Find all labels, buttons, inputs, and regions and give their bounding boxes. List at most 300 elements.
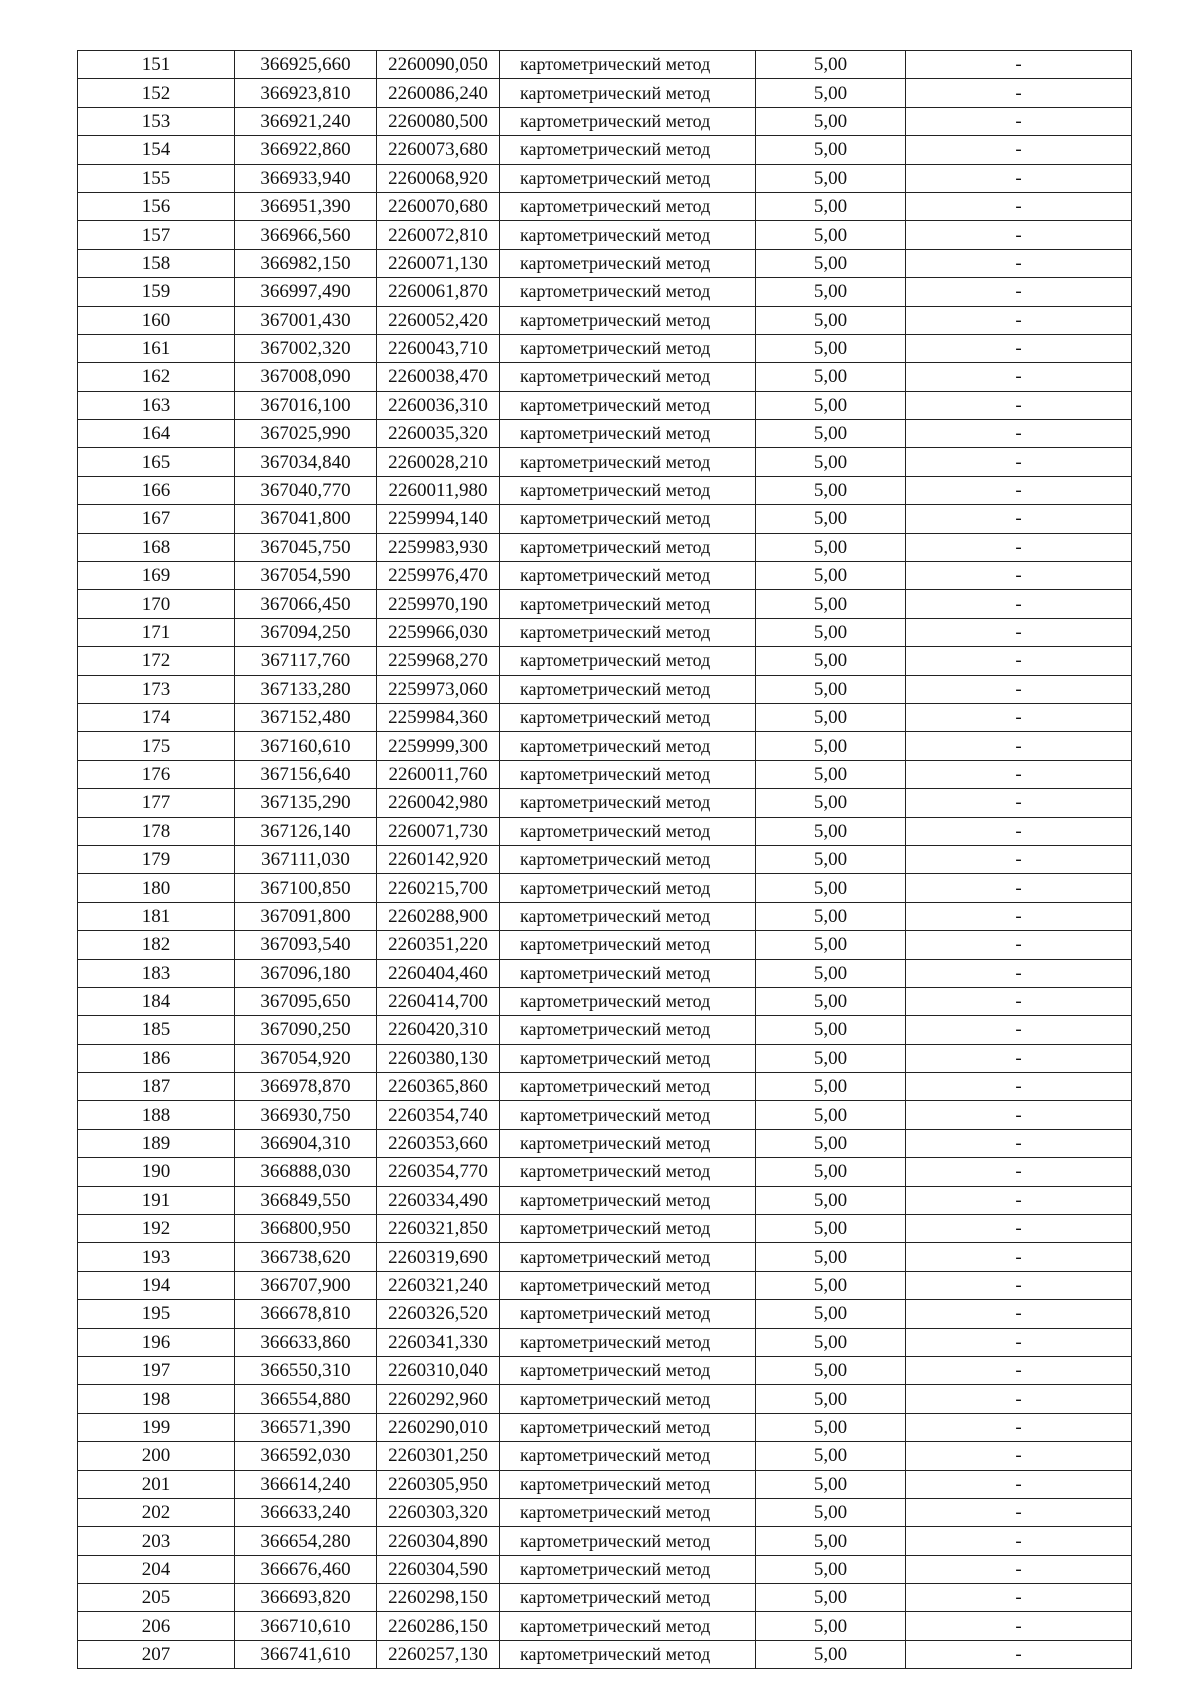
accuracy-cell: 5,00 (756, 1016, 906, 1044)
method-cell: картометрический метод (500, 1158, 756, 1186)
method-cell: картометрический метод (500, 987, 756, 1015)
x-coordinate-cell: 367156,640 (235, 760, 377, 788)
y-coordinate-cell: 2260071,130 (377, 249, 500, 277)
point-number-cell: 155 (78, 164, 235, 192)
y-coordinate-cell: 2260080,500 (377, 107, 500, 135)
point-number-cell: 154 (78, 136, 235, 164)
x-coordinate-cell: 367066,450 (235, 590, 377, 618)
y-coordinate-cell: 2260334,490 (377, 1186, 500, 1214)
method-cell: картометрический метод (500, 164, 756, 192)
x-coordinate-cell: 367135,290 (235, 789, 377, 817)
point-number-cell: 187 (78, 1073, 235, 1101)
accuracy-cell: 5,00 (756, 1413, 906, 1441)
x-coordinate-cell: 366707,900 (235, 1271, 377, 1299)
table-row (78, 1300, 1132, 1328)
note-cell: - (906, 192, 1132, 220)
point-number-cell: 170 (78, 590, 235, 618)
accuracy-cell: 5,00 (756, 1300, 906, 1328)
y-coordinate-cell: 2259966,030 (377, 618, 500, 646)
method-cell: картометрический метод (500, 1328, 756, 1356)
note-cell: - (906, 874, 1132, 902)
table-row (78, 1101, 1132, 1129)
table-row (78, 306, 1132, 334)
point-number-cell: 199 (78, 1413, 235, 1441)
table-row (78, 590, 1132, 618)
x-coordinate-cell: 366951,390 (235, 192, 377, 220)
point-number-cell: 202 (78, 1498, 235, 1526)
table-row (78, 448, 1132, 476)
y-coordinate-cell: 2260304,590 (377, 1555, 500, 1583)
x-coordinate-cell: 367040,770 (235, 476, 377, 504)
y-coordinate-cell: 2260354,770 (377, 1158, 500, 1186)
x-coordinate-cell: 367016,100 (235, 391, 377, 419)
y-coordinate-cell: 2259994,140 (377, 505, 500, 533)
coordinates-table-body (78, 51, 1132, 1669)
accuracy-cell: 5,00 (756, 306, 906, 334)
accuracy-cell: 5,00 (756, 363, 906, 391)
method-cell: картометрический метод (500, 703, 756, 731)
x-coordinate-cell: 366930,750 (235, 1101, 377, 1129)
accuracy-cell: 5,00 (756, 647, 906, 675)
table-row (78, 1356, 1132, 1384)
point-number-cell: 197 (78, 1356, 235, 1384)
point-number-cell: 183 (78, 959, 235, 987)
point-number-cell: 158 (78, 249, 235, 277)
method-cell: картометрический метод (500, 420, 756, 448)
note-cell: - (906, 760, 1132, 788)
note-cell: - (906, 1101, 1132, 1129)
note-cell: - (906, 505, 1132, 533)
y-coordinate-cell: 2260341,330 (377, 1328, 500, 1356)
point-number-cell: 176 (78, 760, 235, 788)
method-cell: картометрический метод (500, 334, 756, 362)
note-cell: - (906, 1215, 1132, 1243)
accuracy-cell: 5,00 (756, 760, 906, 788)
note-cell: - (906, 363, 1132, 391)
note-cell: - (906, 1413, 1132, 1441)
method-cell: картометрический метод (500, 1470, 756, 1498)
accuracy-cell: 5,00 (756, 192, 906, 220)
table-row (78, 675, 1132, 703)
note-cell: - (906, 732, 1132, 760)
point-number-cell: 206 (78, 1612, 235, 1640)
note-cell: - (906, 1470, 1132, 1498)
accuracy-cell: 5,00 (756, 789, 906, 817)
accuracy-cell: 5,00 (756, 1271, 906, 1299)
method-cell: картометрический метод (500, 505, 756, 533)
note-cell: - (906, 448, 1132, 476)
accuracy-cell: 5,00 (756, 1044, 906, 1072)
note-cell: - (906, 1186, 1132, 1214)
table-row (78, 1413, 1132, 1441)
x-coordinate-cell: 367054,590 (235, 562, 377, 590)
note-cell: - (906, 1385, 1132, 1413)
y-coordinate-cell: 2260304,890 (377, 1527, 500, 1555)
x-coordinate-cell: 366978,870 (235, 1073, 377, 1101)
accuracy-cell: 5,00 (756, 618, 906, 646)
method-cell: картометрический метод (500, 959, 756, 987)
point-number-cell: 189 (78, 1129, 235, 1157)
y-coordinate-cell: 2259976,470 (377, 562, 500, 590)
accuracy-cell: 5,00 (756, 1186, 906, 1214)
x-coordinate-cell: 366592,030 (235, 1442, 377, 1470)
method-cell: картометрический метод (500, 1186, 756, 1214)
table-row (78, 618, 1132, 646)
note-cell: - (906, 420, 1132, 448)
x-coordinate-cell: 366738,620 (235, 1243, 377, 1271)
table-row (78, 1158, 1132, 1186)
x-coordinate-cell: 367096,180 (235, 959, 377, 987)
x-coordinate-cell: 367002,320 (235, 334, 377, 362)
accuracy-cell: 5,00 (756, 1612, 906, 1640)
note-cell: - (906, 987, 1132, 1015)
method-cell: картометрический метод (500, 1442, 756, 1470)
y-coordinate-cell: 2260043,710 (377, 334, 500, 362)
y-coordinate-cell: 2260303,320 (377, 1498, 500, 1526)
accuracy-cell: 5,00 (756, 221, 906, 249)
y-coordinate-cell: 2260365,860 (377, 1073, 500, 1101)
note-cell: - (906, 221, 1132, 249)
method-cell: картометрический метод (500, 51, 756, 79)
table-row (78, 1271, 1132, 1299)
method-cell: картометрический метод (500, 647, 756, 675)
x-coordinate-cell: 367160,610 (235, 732, 377, 760)
note-cell: - (906, 959, 1132, 987)
note-cell: - (906, 391, 1132, 419)
accuracy-cell: 5,00 (756, 1328, 906, 1356)
accuracy-cell: 5,00 (756, 562, 906, 590)
table-row (78, 107, 1132, 135)
table-row (78, 1385, 1132, 1413)
point-number-cell: 160 (78, 306, 235, 334)
accuracy-cell: 5,00 (756, 164, 906, 192)
method-cell: картометрический метод (500, 249, 756, 277)
coordinates-table (77, 50, 1132, 1669)
method-cell: картометрический метод (500, 618, 756, 646)
note-cell: - (906, 703, 1132, 731)
method-cell: картометрический метод (500, 79, 756, 107)
accuracy-cell: 5,00 (756, 1073, 906, 1101)
note-cell: - (906, 675, 1132, 703)
method-cell: картометрический метод (500, 1612, 756, 1640)
accuracy-cell: 5,00 (756, 334, 906, 362)
x-coordinate-cell: 366925,660 (235, 51, 377, 79)
x-coordinate-cell: 366741,610 (235, 1640, 377, 1668)
x-coordinate-cell: 367111,030 (235, 845, 377, 873)
x-coordinate-cell: 366614,240 (235, 1470, 377, 1498)
point-number-cell: 195 (78, 1300, 235, 1328)
table-row (78, 817, 1132, 845)
y-coordinate-cell: 2260353,660 (377, 1129, 500, 1157)
accuracy-cell: 5,00 (756, 1129, 906, 1157)
x-coordinate-cell: 367094,250 (235, 618, 377, 646)
y-coordinate-cell: 2260035,320 (377, 420, 500, 448)
accuracy-cell: 5,00 (756, 902, 906, 930)
note-cell: - (906, 590, 1132, 618)
x-coordinate-cell: 367117,760 (235, 647, 377, 675)
method-cell: картометрический метод (500, 817, 756, 845)
y-coordinate-cell: 2260354,740 (377, 1101, 500, 1129)
point-number-cell: 204 (78, 1555, 235, 1583)
point-number-cell: 156 (78, 192, 235, 220)
accuracy-cell: 5,00 (756, 1215, 906, 1243)
method-cell: картометрический метод (500, 1555, 756, 1583)
accuracy-cell: 5,00 (756, 1555, 906, 1583)
y-coordinate-cell: 2259973,060 (377, 675, 500, 703)
accuracy-cell: 5,00 (756, 391, 906, 419)
table-row (78, 1186, 1132, 1214)
y-coordinate-cell: 2260142,920 (377, 845, 500, 873)
y-coordinate-cell: 2260326,520 (377, 1300, 500, 1328)
x-coordinate-cell: 367133,280 (235, 675, 377, 703)
x-coordinate-cell: 366800,950 (235, 1215, 377, 1243)
accuracy-cell: 5,00 (756, 249, 906, 277)
table-row (78, 1328, 1132, 1356)
note-cell: - (906, 817, 1132, 845)
method-cell: картометрический метод (500, 874, 756, 902)
x-coordinate-cell: 367095,650 (235, 987, 377, 1015)
method-cell: картометрический метод (500, 789, 756, 817)
table-row (78, 1129, 1132, 1157)
point-number-cell: 163 (78, 391, 235, 419)
note-cell: - (906, 136, 1132, 164)
point-number-cell: 194 (78, 1271, 235, 1299)
point-number-cell: 190 (78, 1158, 235, 1186)
y-coordinate-cell: 2260310,040 (377, 1356, 500, 1384)
y-coordinate-cell: 2260090,050 (377, 51, 500, 79)
y-coordinate-cell: 2259970,190 (377, 590, 500, 618)
x-coordinate-cell: 366966,560 (235, 221, 377, 249)
table-row (78, 278, 1132, 306)
point-number-cell: 179 (78, 845, 235, 873)
y-coordinate-cell: 2260288,900 (377, 902, 500, 930)
accuracy-cell: 5,00 (756, 845, 906, 873)
accuracy-cell: 5,00 (756, 1356, 906, 1384)
table-row (78, 1584, 1132, 1612)
x-coordinate-cell: 366710,610 (235, 1612, 377, 1640)
note-cell: - (906, 533, 1132, 561)
table-row (78, 1555, 1132, 1583)
x-coordinate-cell: 366550,310 (235, 1356, 377, 1384)
x-coordinate-cell: 367090,250 (235, 1016, 377, 1044)
x-coordinate-cell: 367126,140 (235, 817, 377, 845)
y-coordinate-cell: 2260257,130 (377, 1640, 500, 1668)
note-cell: - (906, 618, 1132, 646)
note-cell: - (906, 1328, 1132, 1356)
note-cell: - (906, 1300, 1132, 1328)
method-cell: картометрический метод (500, 1385, 756, 1413)
table-row (78, 845, 1132, 873)
accuracy-cell: 5,00 (756, 987, 906, 1015)
y-coordinate-cell: 2260011,980 (377, 476, 500, 504)
accuracy-cell: 5,00 (756, 1101, 906, 1129)
x-coordinate-cell: 366904,310 (235, 1129, 377, 1157)
note-cell: - (906, 306, 1132, 334)
point-number-cell: 193 (78, 1243, 235, 1271)
table-row (78, 1243, 1132, 1271)
point-number-cell: 168 (78, 533, 235, 561)
note-cell: - (906, 647, 1132, 675)
accuracy-cell: 5,00 (756, 448, 906, 476)
accuracy-cell: 5,00 (756, 136, 906, 164)
note-cell: - (906, 1243, 1132, 1271)
point-number-cell: 178 (78, 817, 235, 845)
point-number-cell: 185 (78, 1016, 235, 1044)
table-row (78, 1044, 1132, 1072)
table-row (78, 959, 1132, 987)
note-cell: - (906, 164, 1132, 192)
note-cell: - (906, 1527, 1132, 1555)
point-number-cell: 177 (78, 789, 235, 817)
method-cell: картометрический метод (500, 1584, 756, 1612)
y-coordinate-cell: 2260298,150 (377, 1584, 500, 1612)
y-coordinate-cell: 2260028,210 (377, 448, 500, 476)
point-number-cell: 198 (78, 1385, 235, 1413)
table-row (78, 647, 1132, 675)
table-row (78, 51, 1132, 79)
accuracy-cell: 5,00 (756, 675, 906, 703)
point-number-cell: 165 (78, 448, 235, 476)
table-row (78, 902, 1132, 930)
x-coordinate-cell: 366633,240 (235, 1498, 377, 1526)
table-row (78, 363, 1132, 391)
point-number-cell: 172 (78, 647, 235, 675)
method-cell: картометрический метод (500, 931, 756, 959)
x-coordinate-cell: 366571,390 (235, 1413, 377, 1441)
accuracy-cell: 5,00 (756, 703, 906, 731)
table-row (78, 420, 1132, 448)
accuracy-cell: 5,00 (756, 51, 906, 79)
note-cell: - (906, 1129, 1132, 1157)
x-coordinate-cell: 367008,090 (235, 363, 377, 391)
x-coordinate-cell: 366997,490 (235, 278, 377, 306)
point-number-cell: 182 (78, 931, 235, 959)
point-number-cell: 152 (78, 79, 235, 107)
x-coordinate-cell: 367041,800 (235, 505, 377, 533)
accuracy-cell: 5,00 (756, 1527, 906, 1555)
note-cell: - (906, 902, 1132, 930)
note-cell: - (906, 1016, 1132, 1044)
method-cell: картометрический метод (500, 1101, 756, 1129)
point-number-cell: 175 (78, 732, 235, 760)
accuracy-cell: 5,00 (756, 1584, 906, 1612)
table-row (78, 1442, 1132, 1470)
accuracy-cell: 5,00 (756, 931, 906, 959)
accuracy-cell: 5,00 (756, 278, 906, 306)
method-cell: картометрический метод (500, 136, 756, 164)
method-cell: картометрический метод (500, 1215, 756, 1243)
note-cell: - (906, 1356, 1132, 1384)
point-number-cell: 186 (78, 1044, 235, 1072)
table-row (78, 1612, 1132, 1640)
x-coordinate-cell: 366933,940 (235, 164, 377, 192)
y-coordinate-cell: 2260071,730 (377, 817, 500, 845)
note-cell: - (906, 562, 1132, 590)
note-cell: - (906, 1442, 1132, 1470)
y-coordinate-cell: 2259999,300 (377, 732, 500, 760)
table-row (78, 1498, 1132, 1526)
table-row (78, 476, 1132, 504)
table-row (78, 136, 1132, 164)
x-coordinate-cell: 366849,550 (235, 1186, 377, 1214)
x-coordinate-cell: 367034,840 (235, 448, 377, 476)
y-coordinate-cell: 2260305,950 (377, 1470, 500, 1498)
method-cell: картометрический метод (500, 1640, 756, 1668)
point-number-cell: 171 (78, 618, 235, 646)
note-cell: - (906, 1555, 1132, 1583)
y-coordinate-cell: 2260321,850 (377, 1215, 500, 1243)
y-coordinate-cell: 2260301,250 (377, 1442, 500, 1470)
y-coordinate-cell: 2260086,240 (377, 79, 500, 107)
x-coordinate-cell: 367001,430 (235, 306, 377, 334)
x-coordinate-cell: 367054,920 (235, 1044, 377, 1072)
table-row (78, 703, 1132, 731)
y-coordinate-cell: 2260011,760 (377, 760, 500, 788)
accuracy-cell: 5,00 (756, 1442, 906, 1470)
note-cell: - (906, 931, 1132, 959)
x-coordinate-cell: 366922,860 (235, 136, 377, 164)
method-cell: картометрический метод (500, 1527, 756, 1555)
point-number-cell: 161 (78, 334, 235, 362)
point-number-cell: 167 (78, 505, 235, 533)
x-coordinate-cell: 367100,850 (235, 874, 377, 902)
table-row (78, 874, 1132, 902)
accuracy-cell: 5,00 (756, 476, 906, 504)
method-cell: картометрический метод (500, 1356, 756, 1384)
method-cell: картометрический метод (500, 306, 756, 334)
note-cell: - (906, 1612, 1132, 1640)
point-number-cell: 181 (78, 902, 235, 930)
table-row (78, 164, 1132, 192)
accuracy-cell: 5,00 (756, 420, 906, 448)
y-coordinate-cell: 2259968,270 (377, 647, 500, 675)
table-row (78, 562, 1132, 590)
method-cell: картометрический метод (500, 363, 756, 391)
point-number-cell: 191 (78, 1186, 235, 1214)
table-row (78, 732, 1132, 760)
accuracy-cell: 5,00 (756, 107, 906, 135)
point-number-cell: 174 (78, 703, 235, 731)
accuracy-cell: 5,00 (756, 1498, 906, 1526)
accuracy-cell: 5,00 (756, 79, 906, 107)
table-row (78, 79, 1132, 107)
y-coordinate-cell: 2260404,460 (377, 959, 500, 987)
accuracy-cell: 5,00 (756, 732, 906, 760)
y-coordinate-cell: 2260321,240 (377, 1271, 500, 1299)
table-row (78, 1215, 1132, 1243)
accuracy-cell: 5,00 (756, 1385, 906, 1413)
method-cell: картометрический метод (500, 902, 756, 930)
table-row (78, 1470, 1132, 1498)
method-cell: картометрический метод (500, 391, 756, 419)
note-cell: - (906, 1073, 1132, 1101)
table-row (78, 505, 1132, 533)
method-cell: картометрический метод (500, 732, 756, 760)
x-coordinate-cell: 366982,150 (235, 249, 377, 277)
point-number-cell: 184 (78, 987, 235, 1015)
point-number-cell: 192 (78, 1215, 235, 1243)
method-cell: картометрический метод (500, 1271, 756, 1299)
x-coordinate-cell: 366633,860 (235, 1328, 377, 1356)
method-cell: картометрический метод (500, 107, 756, 135)
accuracy-cell: 5,00 (756, 505, 906, 533)
method-cell: картометрический метод (500, 221, 756, 249)
method-cell: картометрический метод (500, 562, 756, 590)
point-number-cell: 180 (78, 874, 235, 902)
table-row (78, 192, 1132, 220)
point-number-cell: 159 (78, 278, 235, 306)
x-coordinate-cell: 366921,240 (235, 107, 377, 135)
